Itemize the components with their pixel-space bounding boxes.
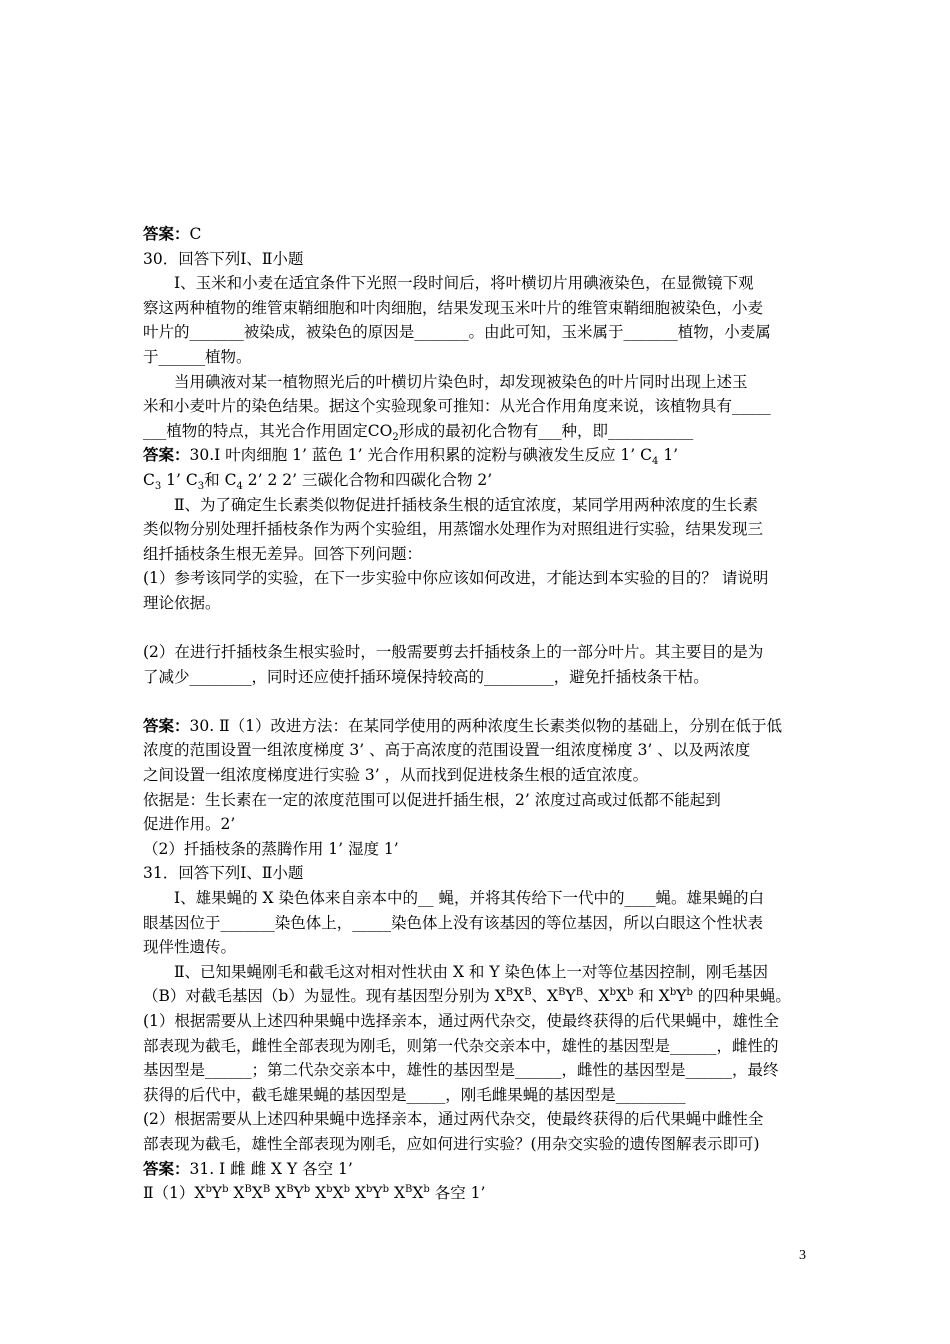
paragraph-line: Ⅰ、玉米和小麦在适宜条件下光照一段时间后，将叶横切片用碘液染色，在显微镜下观 <box>174 274 754 293</box>
paragraph-line: 米和小麦叶片的染色结果。据这个实验现象可推知：从光合作用角度来说，该植物具有_____ <box>143 397 771 416</box>
paragraph-line: （B）对截毛基因（b）为显性。现有基因型分别为 $X^BX^B$、$X^BY^B$、$X^bX^b$ 和 $X^bY^b$ 的四种果蝇。 <box>143 987 791 1006</box>
paragraph-line: 于______植物。 <box>143 347 252 366</box>
paragraph-line: 叶片的_______被染成，被染色的原因是_______。由此可知，玉米属于_______植物，小麦属 <box>143 323 771 342</box>
answer-line: 之间设置一组浓度梯度进行实验 3’ ，从而找到促进枝条生根的适宜浓度。 <box>143 766 649 785</box>
answer-line: 浓度的范围设置一组浓度梯度 3’ 、高于高浓度的范围设置一组浓度梯度 3’ 、以及两浓度 <box>143 741 751 760</box>
paragraph-line: (2）根据需要从上述四种果蝇中选择亲本，通过两代杂交，使最终获得的后代果蝇中雌性全 <box>143 1110 764 1129</box>
paragraph-line: 部表现为截毛，雌性全部表现为刚毛，则第一代杂交亲本中，雄性的基因型是______，雌性的 <box>143 1036 779 1055</box>
page-number: 3 <box>799 1248 806 1263</box>
answer-line: （2）扦插枝条的蒸腾作用 1’ 湿度 1’ <box>143 839 399 858</box>
paragraph-line: 理论依据。 <box>143 593 221 612</box>
paragraph-line: 组扦插枝条生根无差异。回答下列问题： <box>143 544 423 563</box>
answer-line: $C_3$ 1’ $C_3$和 $C_4$ 2’ 2 2’ 三碳化合物和四碳化合物 2’ <box>143 470 493 493</box>
paragraph-line: 眼基因位于_______染色体上，_____染色体上没有该基因的等位基因，所以白眼这个性状表 <box>143 913 764 932</box>
answer-line-29: 答案：C <box>143 224 202 243</box>
answer-line: $Ⅱ(1)X^bY^b$ $X^BX^B$ $X^BY^b$ $X^bX^b$ $X^bY^b$ $X^BX^b$ 各空 1’ <box>143 1184 486 1203</box>
answer-line-30-1: 答案：30.Ⅰ 叶肉细胞 1’ 蓝色 1’ 光合作用积累的淀粉与碘液发生反应 1’ $C_4$ 1’ <box>143 445 679 468</box>
paragraph-line: 获得的后代中，截毛雄果蝇的基因型是_____，刚毛雌果蝇的基因型是_________ <box>143 1085 686 1104</box>
paragraph-line: (1）参考该同学的实验，在下一步实验中你应该如何改进，才能达到本实验的目的？ 请说明 <box>143 569 769 588</box>
blank-space <box>143 689 811 714</box>
paragraph-line: 部表现为截毛，雄性全部表现为刚毛，应如何进行实验？(用杂交实验的遗传图解表示即可) <box>143 1134 760 1153</box>
paragraph-line: (1）根据需要从上述四种果蝇中选择亲本，通过两代杂交，使最终获得的后代果蝇中，雄性全 <box>143 1012 779 1030</box>
blank-space <box>143 616 811 641</box>
question-31-heading: 31．回答下列Ⅰ、Ⅱ小题 <box>143 864 304 883</box>
paragraph-line: Ⅱ、为了确定生长素类似物促进扦插枝条生根的适宜浓度，某同学用两种浓度的生长素 <box>174 495 759 514</box>
document-body <box>143 222 811 1206</box>
answer-line-31: 答案：31. Ⅰ 雌 雌 X Y 各空 1’ <box>143 1158 353 1178</box>
paragraph-line: 现伴性遗传。 <box>143 938 237 957</box>
answer-line-30-2: 答案：30. Ⅱ（1）改进方法：在某同学使用的两种浓度生长素类似物的基础上，分别在低于低 <box>143 715 782 735</box>
paragraph-line: 类似物分别处理扦插枝条作为两个实验组，用蒸馏水处理作为对照组进行实验，结果发现三 <box>143 520 764 539</box>
paragraph-line: 了减少________，同时还应使扦插环境保持较高的_________，避免扦插枝条干枯。 <box>143 667 709 686</box>
question-30-heading: 30．回答下列Ⅰ、Ⅱ小题 <box>143 249 304 268</box>
paragraph-line: Ⅱ、已知果蝇刚毛和截毛这对相对性状由 X 和 Y 染色体上一对等位基因控制，刚毛基因 <box>174 962 769 981</box>
paragraph-line: 基因型是______；第二代杂交亲本中，雄性的基因型是______，雌性的基因型是______，最终 <box>143 1061 779 1080</box>
paragraph-line: ___植物的特点，其光合作用固定$CO_2$形成的最初化合物有___种，即___________ <box>143 421 694 443</box>
paragraph-line: 察这两种植物的维管束鞘细胞和叶肉细胞，结果发现玉米叶片的维管束鞘细胞被染色，小麦 <box>143 298 764 317</box>
paragraph-line: Ⅰ、雄果蝇的 X 染色体来自亲本中的__ 蝇，并将其传给下一代中的____蝇。雄果蝇的白 <box>174 889 764 908</box>
answer-line: 促进作用。2’ <box>143 815 236 834</box>
paragraph-line: 当用碘液对某一植物照光后的叶横切片染色时，却发现被染色的叶片同时出现上述玉 <box>174 372 748 391</box>
answer-line: 依据是：生长素在一定的浓度范围可以促进扦插生根，2’ 浓度过高或过低都不能起到 <box>143 790 721 809</box>
paragraph-line: (2）在进行扦插枝条生根实验时，一般需要剪去扦插枝条上的一部分叶片。其主要目的是为 <box>143 643 764 662</box>
